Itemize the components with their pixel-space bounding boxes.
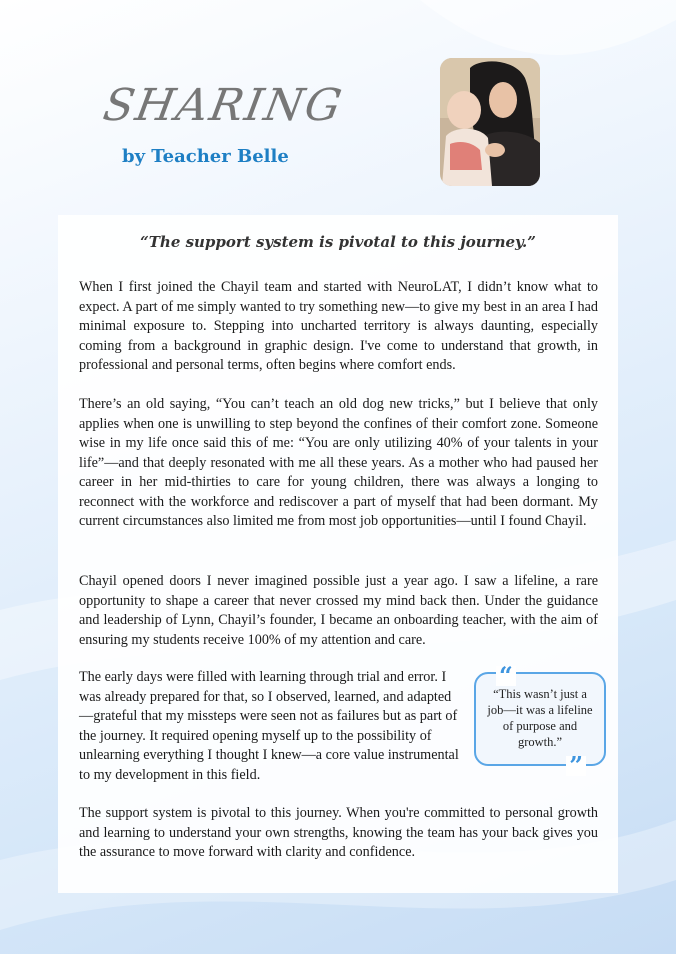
close-quote-icon: ” [566,756,586,776]
page-title: SHARING [99,80,347,131]
teacher-with-baby-photo-icon [440,58,540,186]
paragraph-2: There’s an old saying, “You can’t teach an old dog new tricks,” but I believe that only applies when one is unwilling to step beyond the confines of their comfort zone. Someone wise in my life once said this of me: “You are only utilizing 40% of your talents in your life”—and that deeply resonated with me all these years. As a mother who had paused her career in her mid-thirties to care for young children, there was always a longing to reconnect with the workforce and rediscover a part of myself that had been dormant. My current circumstances also limited me from most job opportunities—until I found Chayil. [79,396,598,529]
paragraph-3: Chayil opened doors I never imagined possible just a year ago. I saw a lifeline, a rare opportunity to shape a career that never crossed my mind back then. Under the guidance and leadership of Lynn, Chayil’s founder, I became an onboarding teacher, with the aim of ensuring my students receive 100% of my attention and care. [79,573,598,648]
teacher-photo [440,58,540,186]
article-headline: “The support system is pivotal to this journey.” [140,233,536,251]
pull-quote-text: “This wasn’t just a job—it was a lifeline of purpose and growth.” [487,687,593,749]
byline: by Teacher Belle [122,146,289,167]
paragraph-1: When I first joined the Chayil team and started with NeuroLAT, I didn’t know what to expect. A part of me simply wanted to try something new—to give my best in an area I had minimal exposure to. Stepping into uncharted territory is always daunting, especially coming from a background in graphic design. I've come to understand that growth, in professional and personal terms, often begins where comfort ends. [79,279,598,373]
pull-quote [474,661,606,780]
article-card [58,215,618,893]
paragraph-5: The support system is pivotal to this journey. When you're committed to personal growth and learning to understand your own strengths, knowing the team has your back gives you the assurance to move forward with clarity and confidence. [79,805,598,860]
open-quote-icon: “ [496,666,516,686]
paragraph-4: The early days were filled with learning through trial and error. I was already prepared for that, so I observed, learned, and adapted—grateful that my missteps were seen not as failures but as part of the journey. It required opening myself up to the possibility of unlearning everything I thought I knew—a core value instrumental to my development in this field. [79,669,459,783]
